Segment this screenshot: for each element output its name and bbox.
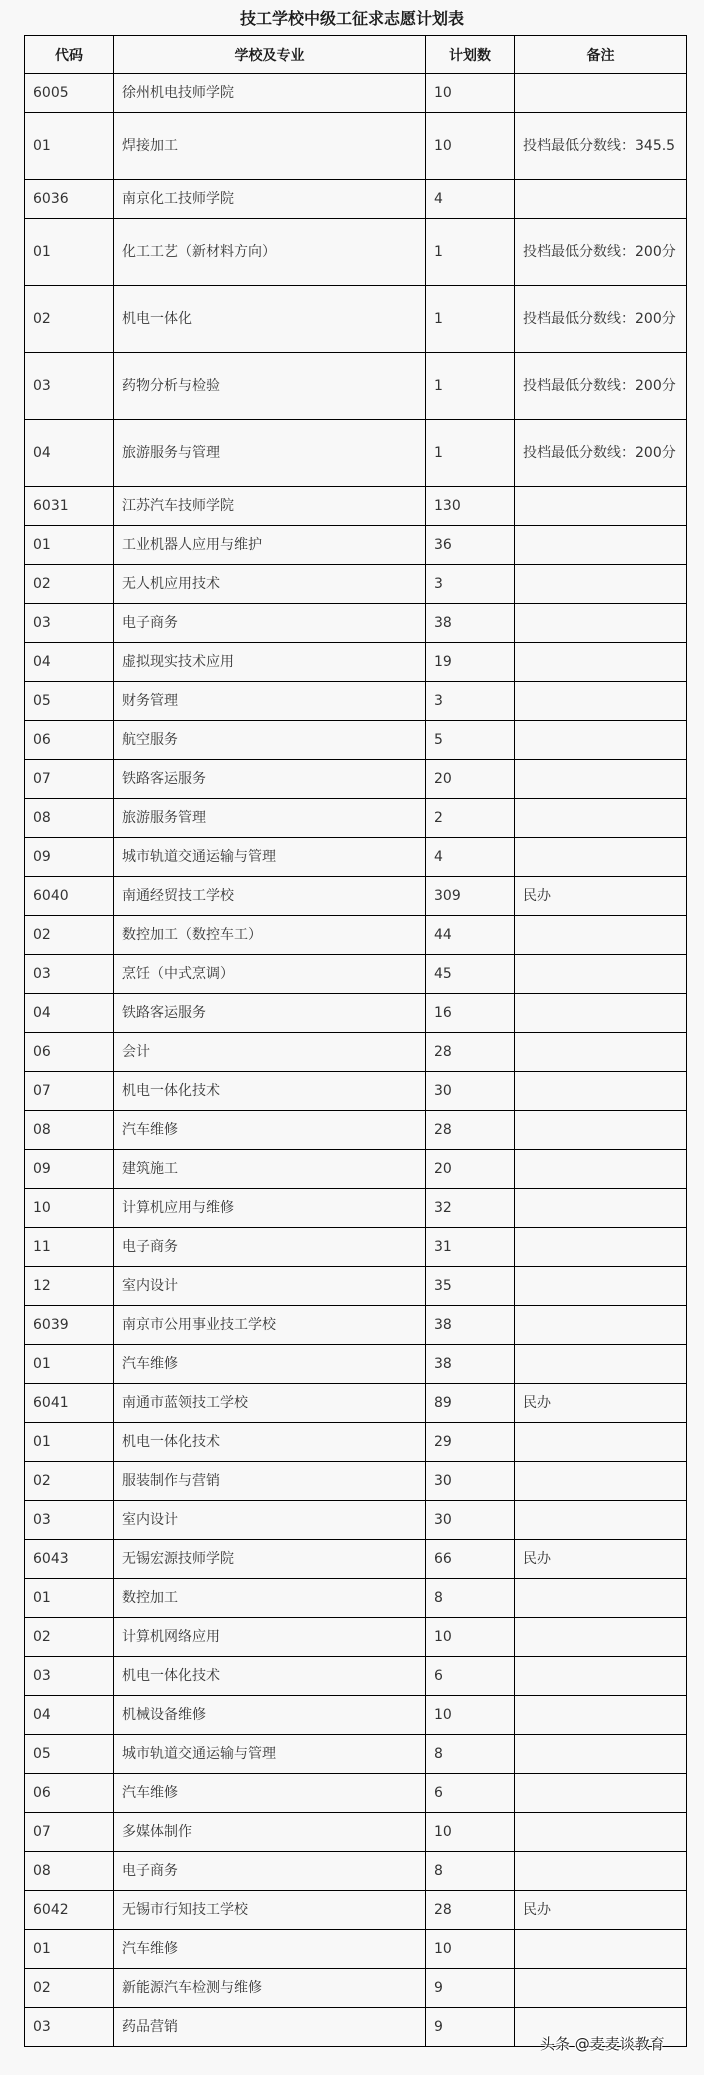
cell-school-major: 室内设计 <box>114 1501 426 1540</box>
cell-remarks <box>515 1657 687 1696</box>
table-row <box>25 113 687 180</box>
cell-school-major: 药物分析与检验 <box>114 353 426 420</box>
cell-plan-count: 28 <box>426 1033 515 1072</box>
cell-code: 07 <box>25 1813 114 1852</box>
cell-code: 01 <box>25 1930 114 1969</box>
table-body <box>25 74 687 2047</box>
cell-plan-count: 66 <box>426 1540 515 1579</box>
cell-remarks <box>515 799 687 838</box>
cell-code: 6031 <box>25 487 114 526</box>
cell-code: 06 <box>25 1033 114 1072</box>
cell-code: 07 <box>25 1072 114 1111</box>
table-row <box>25 286 687 353</box>
cell-code: 08 <box>25 1852 114 1891</box>
cell-plan-count: 19 <box>426 643 515 682</box>
cell-remarks: 民办 <box>515 1540 687 1579</box>
cell-remarks <box>515 1579 687 1618</box>
cell-code: 02 <box>25 565 114 604</box>
cell-code: 12 <box>25 1267 114 1306</box>
cell-school-major: 机电一体化技术 <box>114 1423 426 1462</box>
table-row <box>25 1111 687 1150</box>
cell-school-major: 电子商务 <box>114 1228 426 1267</box>
cell-code: 11 <box>25 1228 114 1267</box>
cell-remarks <box>515 1345 687 1384</box>
page-title: 技工学校中级工征求志愿计划表 <box>239 9 464 28</box>
table-row <box>25 1813 687 1852</box>
cell-plan-count: 9 <box>426 2008 515 2047</box>
cell-plan-count: 6 <box>426 1774 515 1813</box>
remarks-text: 投档最低分数线：200分 <box>523 311 676 327</box>
cell-plan-count: 10 <box>426 1618 515 1657</box>
remarks-text: 投档最低分数线：200分 <box>523 445 676 461</box>
cell-remarks <box>515 1033 687 1072</box>
cell-code: 01 <box>25 526 114 565</box>
remarks-text: 投档最低分数线：200分 <box>523 244 676 260</box>
cell-code: 02 <box>25 286 114 353</box>
cell-school-major: 南京化工技师学院 <box>114 180 426 219</box>
cell-code: 03 <box>25 604 114 643</box>
table-row <box>25 643 687 682</box>
cell-school-major: 机械设备维修 <box>114 1696 426 1735</box>
cell-code: 04 <box>25 420 114 487</box>
cell-plan-count: 3 <box>426 565 515 604</box>
table-row <box>25 1696 687 1735</box>
cell-school-major: 电子商务 <box>114 1852 426 1891</box>
cell-remarks <box>515 1618 687 1657</box>
cell-remarks <box>515 955 687 994</box>
table-row <box>25 1969 687 2008</box>
cell-remarks <box>515 1813 687 1852</box>
cell-code: 09 <box>25 1150 114 1189</box>
cell-school-major: 计算机应用与维修 <box>114 1189 426 1228</box>
cell-code: 05 <box>25 1735 114 1774</box>
header-code: 代码 <box>25 36 114 74</box>
cell-remarks <box>515 180 687 219</box>
cell-school-major: 虚拟现实技术应用 <box>114 643 426 682</box>
cell-school-major: 药品营销 <box>114 2008 426 2047</box>
cell-plan-count: 35 <box>426 1267 515 1306</box>
cell-remarks <box>515 760 687 799</box>
cell-plan-count: 309 <box>426 877 515 916</box>
cell-plan-count: 4 <box>426 838 515 877</box>
cell-school-major: 计算机网络应用 <box>114 1618 426 1657</box>
cell-plan-count: 20 <box>426 760 515 799</box>
table-row <box>25 1501 687 1540</box>
cell-remarks <box>515 526 687 565</box>
cell-code: 02 <box>25 1618 114 1657</box>
cell-remarks <box>515 353 687 420</box>
cell-remarks <box>515 1774 687 1813</box>
cell-plan-count: 6 <box>426 1657 515 1696</box>
cell-school-major: 机电一体化技术 <box>114 1072 426 1111</box>
cell-code: 05 <box>25 682 114 721</box>
cell-plan-count: 1 <box>426 353 515 420</box>
header-remarks: 备注 <box>515 36 687 74</box>
cell-school-major: 多媒体制作 <box>114 1813 426 1852</box>
cell-code: 6040 <box>25 877 114 916</box>
table-row <box>25 1657 687 1696</box>
table-row <box>25 1306 687 1345</box>
cell-remarks: 民办 <box>515 1891 687 1930</box>
cell-school-major: 化工工艺（新材料方向） <box>114 219 426 286</box>
cell-code: 08 <box>25 799 114 838</box>
cell-plan-count: 31 <box>426 1228 515 1267</box>
cell-plan-count: 5 <box>426 721 515 760</box>
cell-code: 03 <box>25 353 114 420</box>
cell-school-major: 财务管理 <box>114 682 426 721</box>
cell-school-major: 数控加工（数控车工） <box>114 916 426 955</box>
table-row <box>25 877 687 916</box>
cell-plan-count: 1 <box>426 286 515 353</box>
table-row <box>25 1618 687 1657</box>
cell-school-major: 无锡宏源技师学院 <box>114 1540 426 1579</box>
table-row <box>25 721 687 760</box>
cell-school-major: 南京市公用事业技工学校 <box>114 1306 426 1345</box>
cell-school-major: 会计 <box>114 1033 426 1072</box>
cell-remarks <box>515 1228 687 1267</box>
cell-school-major: 工业机器人应用与维护 <box>114 526 426 565</box>
cell-school-major: 烹饪（中式烹调） <box>114 955 426 994</box>
cell-remarks: 民办 <box>515 1384 687 1423</box>
table-header-row <box>25 36 687 74</box>
table-row <box>25 487 687 526</box>
cell-school-major: 无人机应用技术 <box>114 565 426 604</box>
cell-remarks <box>515 565 687 604</box>
table-row <box>25 1384 687 1423</box>
cell-code: 01 <box>25 1579 114 1618</box>
table-row <box>25 1423 687 1462</box>
cell-school-major: 铁路客运服务 <box>114 760 426 799</box>
cell-code: 06 <box>25 1774 114 1813</box>
cell-code: 04 <box>25 994 114 1033</box>
cell-plan-count: 10 <box>426 1930 515 1969</box>
table-row <box>25 604 687 643</box>
cell-plan-count: 44 <box>426 916 515 955</box>
cell-plan-count: 1 <box>426 420 515 487</box>
table-row <box>25 565 687 604</box>
table-row <box>25 1930 687 1969</box>
cell-plan-count: 8 <box>426 1735 515 1774</box>
cell-school-major: 室内设计 <box>114 1267 426 1306</box>
cell-code: 03 <box>25 1501 114 1540</box>
table-row <box>25 1540 687 1579</box>
table-row <box>25 1462 687 1501</box>
cell-remarks <box>515 1072 687 1111</box>
cell-code: 06 <box>25 721 114 760</box>
header-plan-count: 计划数 <box>426 36 515 74</box>
cell-code: 6042 <box>25 1891 114 1930</box>
cell-school-major: 旅游服务与管理 <box>114 420 426 487</box>
table-row <box>25 180 687 219</box>
table-row <box>25 1891 687 1930</box>
table-row <box>25 955 687 994</box>
cell-code: 03 <box>25 2008 114 2047</box>
cell-code: 08 <box>25 1111 114 1150</box>
table-row <box>25 219 687 286</box>
cell-remarks <box>515 1969 687 2008</box>
table-row <box>25 799 687 838</box>
cell-plan-count: 32 <box>426 1189 515 1228</box>
watermark: 头条 @麦麦谈教育 <box>540 2035 665 2053</box>
table-row <box>25 760 687 799</box>
cell-remarks <box>515 721 687 760</box>
table-row <box>25 916 687 955</box>
header-school-major: 学校及专业 <box>114 36 426 74</box>
cell-code: 04 <box>25 1696 114 1735</box>
table-row <box>25 353 687 420</box>
cell-remarks <box>515 1423 687 1462</box>
table-row <box>25 682 687 721</box>
cell-remarks <box>515 286 687 353</box>
cell-school-major: 南通市蓝领技工学校 <box>114 1384 426 1423</box>
cell-plan-count: 3 <box>426 682 515 721</box>
cell-school-major: 汽车维修 <box>114 1111 426 1150</box>
remarks-text: 投档最低分数线：345.5 <box>523 138 676 154</box>
cell-school-major: 电子商务 <box>114 604 426 643</box>
cell-school-major: 新能源汽车检测与维修 <box>114 1969 426 2008</box>
cell-remarks <box>515 1150 687 1189</box>
table-row <box>25 74 687 113</box>
remarks-text: 投档最低分数线：200分 <box>523 378 676 394</box>
cell-plan-count: 45 <box>426 955 515 994</box>
cell-code: 6036 <box>25 180 114 219</box>
table-row <box>25 420 687 487</box>
cell-school-major: 焊接加工 <box>114 113 426 180</box>
cell-code: 03 <box>25 1657 114 1696</box>
cell-plan-count: 28 <box>426 1111 515 1150</box>
table-row <box>25 1579 687 1618</box>
cell-school-major: 建筑施工 <box>114 1150 426 1189</box>
cell-code: 07 <box>25 760 114 799</box>
cell-plan-count: 38 <box>426 604 515 643</box>
cell-remarks: 民办 <box>515 877 687 916</box>
cell-remarks <box>515 1501 687 1540</box>
cell-code: 03 <box>25 955 114 994</box>
cell-school-major: 机电一体化技术 <box>114 1657 426 1696</box>
cell-plan-count: 28 <box>426 1891 515 1930</box>
cell-remarks <box>515 643 687 682</box>
cell-code: 6043 <box>25 1540 114 1579</box>
cell-plan-count: 10 <box>426 113 515 180</box>
cell-remarks <box>515 1111 687 1150</box>
cell-plan-count: 130 <box>426 487 515 526</box>
cell-plan-count: 38 <box>426 1345 515 1384</box>
cell-school-major: 城市轨道交通运输与管理 <box>114 1735 426 1774</box>
cell-plan-count: 30 <box>426 1462 515 1501</box>
table-row <box>25 1072 687 1111</box>
cell-plan-count: 30 <box>426 1072 515 1111</box>
cell-remarks <box>515 113 687 180</box>
cell-plan-count: 20 <box>426 1150 515 1189</box>
cell-plan-count: 29 <box>426 1423 515 1462</box>
cell-remarks <box>515 1852 687 1891</box>
table-row <box>25 1735 687 1774</box>
cell-remarks <box>515 487 687 526</box>
cell-school-major: 汽车维修 <box>114 1774 426 1813</box>
cell-plan-count: 30 <box>426 1501 515 1540</box>
cell-plan-count: 4 <box>426 180 515 219</box>
cell-remarks <box>515 1189 687 1228</box>
cell-code: 02 <box>25 1462 114 1501</box>
cell-code: 01 <box>25 113 114 180</box>
cell-remarks <box>515 838 687 877</box>
table-row <box>25 526 687 565</box>
cell-school-major: 江苏汽车技师学院 <box>114 487 426 526</box>
cell-remarks <box>515 1930 687 1969</box>
cell-plan-count: 16 <box>426 994 515 1033</box>
table-row <box>25 994 687 1033</box>
cell-school-major: 机电一体化 <box>114 286 426 353</box>
cell-plan-count: 8 <box>426 1579 515 1618</box>
cell-remarks <box>515 1696 687 1735</box>
cell-code: 6005 <box>25 74 114 113</box>
table-row <box>25 1774 687 1813</box>
cell-school-major: 无锡市行知技工学校 <box>114 1891 426 1930</box>
cell-school-major: 服装制作与营销 <box>114 1462 426 1501</box>
cell-plan-count: 36 <box>426 526 515 565</box>
cell-remarks <box>515 74 687 113</box>
cell-remarks <box>515 1267 687 1306</box>
cell-school-major: 铁路客运服务 <box>114 994 426 1033</box>
cell-school-major: 汽车维修 <box>114 1345 426 1384</box>
cell-plan-count: 2 <box>426 799 515 838</box>
cell-school-major: 南通经贸技工学校 <box>114 877 426 916</box>
cell-remarks <box>515 1462 687 1501</box>
plan-table <box>24 35 687 2047</box>
cell-remarks <box>515 682 687 721</box>
cell-plan-count: 1 <box>426 219 515 286</box>
cell-school-major: 徐州机电技师学院 <box>114 74 426 113</box>
cell-plan-count: 9 <box>426 1969 515 2008</box>
table-row <box>25 1150 687 1189</box>
table-row <box>25 1267 687 1306</box>
cell-school-major: 数控加工 <box>114 1579 426 1618</box>
cell-code: 6039 <box>25 1306 114 1345</box>
cell-plan-count: 10 <box>426 1696 515 1735</box>
table-row <box>25 1189 687 1228</box>
cell-remarks <box>515 219 687 286</box>
cell-code: 01 <box>25 219 114 286</box>
cell-remarks <box>515 1306 687 1345</box>
cell-plan-count: 89 <box>426 1384 515 1423</box>
cell-code: 04 <box>25 643 114 682</box>
cell-school-major: 汽车维修 <box>114 1930 426 1969</box>
cell-school-major: 旅游服务管理 <box>114 799 426 838</box>
cell-plan-count: 8 <box>426 1852 515 1891</box>
cell-code: 01 <box>25 1345 114 1384</box>
cell-code: 02 <box>25 916 114 955</box>
cell-school-major: 航空服务 <box>114 721 426 760</box>
cell-remarks <box>515 916 687 955</box>
cell-code: 10 <box>25 1189 114 1228</box>
table-row <box>25 1852 687 1891</box>
cell-remarks <box>515 1735 687 1774</box>
table-row <box>25 838 687 877</box>
table-row <box>25 1033 687 1072</box>
cell-school-major: 城市轨道交通运输与管理 <box>114 838 426 877</box>
cell-plan-count: 10 <box>426 1813 515 1852</box>
cell-remarks <box>515 604 687 643</box>
cell-code: 09 <box>25 838 114 877</box>
cell-remarks <box>515 994 687 1033</box>
cell-remarks <box>515 420 687 487</box>
cell-code: 02 <box>25 1969 114 2008</box>
cell-code: 01 <box>25 1423 114 1462</box>
table-row <box>25 1228 687 1267</box>
cell-plan-count: 38 <box>426 1306 515 1345</box>
cell-code: 6041 <box>25 1384 114 1423</box>
table-row <box>25 1345 687 1384</box>
cell-plan-count: 10 <box>426 74 515 113</box>
